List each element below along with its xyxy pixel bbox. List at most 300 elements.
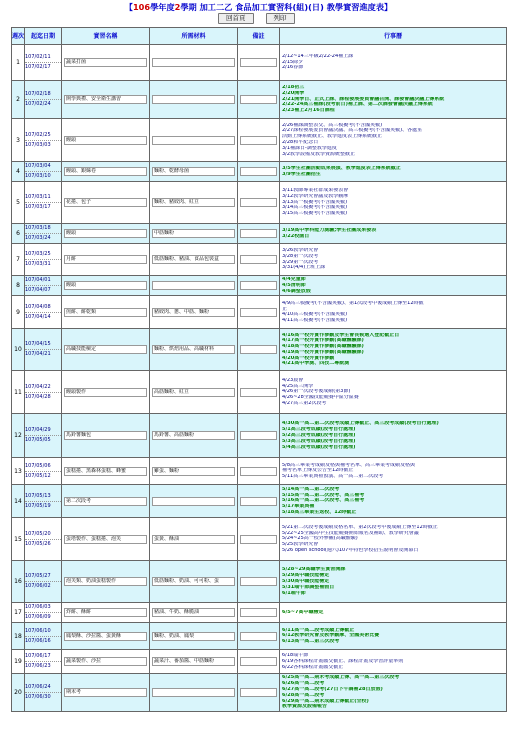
end-date: 107/04/07 — [25, 287, 51, 294]
calendar-notes — [280, 485, 507, 518]
remark-field-cell — [238, 224, 280, 244]
unit-field-cell — [62, 119, 150, 162]
date-range — [25, 296, 62, 329]
start-date: 107/06/24 — [25, 683, 61, 693]
calendar-note: 6/19各科課程計畫繳交截止、課程計畫及學習評量準則 — [282, 658, 404, 664]
table-row — [12, 119, 507, 162]
table-row — [12, 485, 507, 518]
end-date: 107/02/17 — [25, 64, 51, 70]
remark-field[interactable] — [240, 136, 277, 145]
material-field-cell — [150, 414, 238, 458]
remark-field[interactable] — [240, 281, 277, 290]
calendar-note: 4/26~28全國技能競賽中區分區賽 — [282, 395, 359, 401]
calendar-note: 6/18端午節 — [282, 653, 309, 659]
material-field[interactable]: 馬鈴薯、高筋麵粉 — [152, 431, 235, 440]
material-field[interactable]: 雞蛋、麵粉 — [152, 467, 235, 476]
calendar-note: 3/12教學研究會議及教學觀摩 — [282, 193, 349, 199]
table-row — [12, 561, 507, 603]
date-range — [25, 81, 62, 119]
unit-field[interactable]: 期末考 — [64, 688, 147, 697]
remark-field-cell — [238, 650, 280, 674]
unit-field[interactable]: 開學典禮、安全衛生講習 — [64, 95, 147, 104]
end-date: 107/04/28 — [25, 393, 51, 400]
table-row — [12, 414, 507, 458]
unit-field[interactable]: 饅頭 — [64, 281, 147, 290]
calendar-notes — [280, 296, 507, 329]
calendar-note: 4/20高一校外實作參觀 — [282, 355, 335, 361]
unit-field[interactable]: 煎餅、餅乾類 — [64, 308, 147, 317]
remark-field-cell — [238, 45, 280, 81]
unit-field-cell — [62, 561, 150, 603]
material-field-cell — [150, 45, 238, 81]
remark-field-cell — [238, 561, 280, 603]
unit-field[interactable]: 鳳梨酥、沙拉醬、蛋黃酥 — [64, 632, 147, 641]
unit-field[interactable]: 蔬菜製作、沙拉 — [64, 657, 147, 666]
date-range — [25, 603, 62, 623]
calendar-note: 4/17高一校外實作參觀(高職體驗課) — [282, 338, 364, 344]
calendar-note: 3/14高三模擬考(不含國英數) — [282, 205, 348, 211]
table-row — [12, 296, 507, 329]
calendar-notes — [280, 224, 507, 244]
unit-field-cell — [62, 182, 150, 224]
week-number: 17 — [12, 603, 25, 623]
calendar-notes — [280, 45, 507, 81]
date-range — [25, 119, 62, 162]
week-number: 16 — [12, 561, 25, 603]
material-field[interactable]: 麵粉、奶油、鳳梨 — [152, 632, 235, 641]
calendar-note: 4/21高中學測、四技二專統測 — [282, 361, 350, 367]
end-date: 107/05/05 — [25, 437, 51, 444]
remark-field-cell — [238, 81, 280, 119]
header-remark: 備註 — [238, 28, 280, 45]
material-field[interactable]: 豬絞肉、蔥、中筋、麵粉 — [152, 308, 235, 317]
table-row — [12, 45, 507, 81]
date-range — [25, 414, 62, 458]
semester: 2 — [174, 2, 181, 12]
material-field-cell — [150, 485, 238, 518]
print-button[interactable]: 列印 — [266, 13, 295, 24]
unit-field-cell — [62, 603, 150, 623]
material-field[interactable]: 中筋麵粉 — [152, 229, 235, 238]
calendar-notes — [280, 561, 507, 603]
calendar-note: 教學資源及設備報告 — [282, 704, 328, 710]
remark-field-cell — [238, 182, 280, 224]
end-date: 107/03/03 — [25, 141, 51, 148]
calendar-note: 5/22~25全國高中生技能競賽開始報名及補助、教學研究會議 — [282, 530, 419, 536]
unit-field[interactable]: 月餅 — [64, 255, 147, 264]
end-date: 107/06/09 — [25, 614, 51, 621]
remark-field[interactable] — [240, 577, 277, 586]
material-field[interactable]: 麵粉、烘焙用品、高職材料 — [152, 345, 235, 354]
calendar-note: 4/27高三第2次段考 — [282, 401, 327, 407]
start-date: 107/06/03 — [25, 603, 61, 613]
date-range — [25, 485, 62, 518]
calendar-note: 止 — [282, 306, 288, 312]
calendar-note: 6/22各科課程計畫繳交截止 — [282, 664, 344, 670]
calendar-note: 5/17畢業典禮 — [282, 504, 315, 510]
material-field[interactable]: 蛋黃、酥油 — [152, 535, 235, 544]
unit-field-cell — [62, 224, 150, 244]
week-number: 1 — [12, 45, 25, 81]
start-date: 107/02/11 — [25, 53, 61, 63]
week-number: 13 — [12, 458, 25, 485]
calendar-note: 3/31(4/4)上班上課 — [282, 265, 326, 271]
calendar-note: 6/25高一高二期末考成績上傳、高一高二第三次段考 — [282, 675, 400, 681]
calendar-note: 5/26 open school(週六)107年特色學校招生說明會及開幕日 — [282, 548, 419, 554]
calendar-notes — [280, 162, 507, 182]
start-date: 107/05/13 — [25, 492, 61, 502]
calendar-note: 6/5~7高中職檢定 — [282, 609, 324, 615]
unit-field[interactable]: 蔬菜打菌 — [64, 58, 147, 67]
start-date: 107/02/25 — [25, 131, 61, 141]
calendar-note: 4/30高一高二第二次段考成績上傳截止、高三段考成績(段考自行處理) — [282, 421, 439, 427]
calendar-note: 5/29高中職技能檢定 — [282, 573, 330, 579]
calendar-notes — [280, 603, 507, 623]
calendar-notes — [280, 276, 507, 296]
calendar-note: 5/1高三段考成績(段考自行處理) — [282, 427, 356, 433]
remark-field[interactable] — [240, 308, 277, 317]
unit-field[interactable]: 饅頭製作 — [64, 388, 147, 397]
unit-field-cell — [62, 371, 150, 414]
table-row — [12, 329, 507, 371]
date-range — [25, 623, 62, 650]
start-date: 107/05/06 — [25, 462, 61, 472]
week-number: 12 — [12, 414, 25, 458]
remark-field-cell — [238, 276, 280, 296]
calendar-note: 4/19高一校外實作參觀(高職體驗課) — [282, 349, 364, 355]
remark-field[interactable] — [240, 255, 277, 264]
calendar-note: 5/15高一高二第二次段考、高三補考 — [282, 492, 365, 498]
material-field[interactable]: 高筋麵粉、紅豆 — [152, 388, 235, 397]
calendar-notes — [280, 119, 507, 162]
start-date: 107/04/08 — [25, 303, 61, 313]
end-date: 107/04/14 — [25, 313, 51, 320]
week-number: 6 — [12, 224, 25, 244]
material-field-cell — [150, 623, 238, 650]
week-number: 11 — [12, 371, 25, 414]
material-field-cell — [150, 276, 238, 296]
table-row — [12, 276, 507, 296]
date-range — [25, 224, 62, 244]
unit-field[interactable]: 饅頭、銀絲卷 — [64, 167, 147, 176]
date-range — [25, 45, 62, 81]
date-range — [25, 518, 62, 561]
end-date: 107/05/12 — [25, 472, 51, 479]
calendar-note: 5/16高一高二第二次段考、高三補考 — [282, 498, 365, 504]
end-date: 107/04/21 — [25, 351, 51, 358]
date-range — [25, 561, 62, 603]
calendar-notes — [280, 518, 507, 561]
material-field[interactable] — [152, 136, 235, 145]
header-unit: 實習名稱 — [62, 28, 150, 45]
calendar-note: 2/27課程發展委員會議決議、高三模擬考(不含國英數)、各處室 — [282, 128, 423, 134]
calendar-note: 活動上傳系統截止、教學進度表上傳系統截止 — [282, 134, 383, 140]
material-field-cell — [150, 371, 238, 414]
remark-field[interactable] — [240, 688, 277, 697]
remark-field[interactable] — [240, 632, 277, 641]
calendar-note: 4/9高三模擬考(不含國英數)、第1次段考中後成績上傳至12時截 — [282, 300, 424, 306]
calendar-note: 2/22-24高三補課(段考前日)補上課、第二次課發會議決議上傳系統 — [282, 102, 433, 108]
date-range — [25, 371, 62, 414]
calendar-note: 2/23補上2月16日課程 — [282, 108, 335, 114]
remark-field-cell — [238, 458, 280, 485]
end-date: 107/03/31 — [25, 261, 51, 267]
material-field-cell — [150, 162, 238, 182]
week-number: 10 — [12, 329, 25, 371]
unit-field-cell — [62, 162, 150, 182]
material-field[interactable] — [152, 58, 235, 67]
table-row — [12, 162, 507, 182]
remark-field-cell — [238, 603, 280, 623]
calendar-note: 4/10高三模擬考(不含國英數) — [282, 312, 348, 318]
start-date: 107/03/11 — [25, 193, 61, 203]
unit-field[interactable]: 炸餅、酥餅 — [64, 608, 147, 617]
calendar-note: 5/2高三段考成績(段考自行處理) — [282, 432, 356, 438]
remark-field-cell — [238, 244, 280, 276]
unit-field-cell — [62, 81, 150, 119]
calendar-note: 4/11高三模擬考(不含國英數) — [282, 318, 348, 324]
start-date: 107/04/29 — [25, 426, 61, 436]
material-field[interactable]: 低筋麵粉、奶油、可可粉、蛋 — [152, 577, 235, 586]
week-number: 2 — [12, 81, 25, 119]
material-field-cell — [150, 182, 238, 224]
date-range — [25, 162, 62, 182]
remark-field[interactable] — [240, 198, 277, 207]
date-range — [25, 674, 62, 712]
date-range — [25, 329, 62, 371]
material-field-cell — [150, 650, 238, 674]
material-field[interactable] — [152, 688, 235, 697]
remark-field[interactable] — [240, 167, 277, 176]
calendar-note: 5/28~29高職學生實習開課 — [282, 567, 346, 573]
week-number: 4 — [12, 162, 25, 182]
material-field[interactable]: 低筋麵粉、豬油、食品包裝盒 — [152, 255, 235, 264]
material-field-cell — [150, 224, 238, 244]
remark-field-cell — [238, 414, 280, 458]
calendar-note: 5/31端午節調整補假日 — [282, 584, 335, 590]
material-field-cell — [150, 458, 238, 485]
unit-field-cell — [62, 296, 150, 329]
calendar-note: 5/21第二次段考後成績及格名單、第2次段考中後成績上傳至12時截止 — [282, 524, 438, 530]
calendar-note: 3/28第一次段考 — [282, 253, 319, 259]
unit-field[interactable]: 蛋糕捲、黑森林蛋糕、蜂蜜 — [64, 467, 147, 476]
material-field[interactable]: 麵粉、豬絞肉、紅豆 — [152, 198, 235, 207]
calendar-note: 3/26教學研究會 — [282, 247, 319, 253]
school-year: 106 — [132, 2, 151, 12]
material-field[interactable]: 麵粉、乾酵母菌 — [152, 167, 235, 176]
date-range — [25, 182, 62, 224]
unit-field[interactable]: 饅頭 — [64, 229, 147, 238]
end-date: 107/06/16 — [25, 637, 51, 644]
calendar-note: 5/3高三段考成績(段考自行處理) — [282, 438, 356, 444]
end-date: 107/06/23 — [25, 663, 51, 670]
calendar-note: 6/11高一高二段考成績上傳截止 — [282, 627, 355, 633]
calendar-note: 5/18高三畢業生返校、12時截止 — [282, 510, 357, 516]
calendar-note: 4/26第一次段考後成績(第3節) — [282, 389, 351, 395]
unit-field-cell — [62, 244, 150, 276]
calendar-notes — [280, 81, 507, 119]
unit-field-cell — [62, 623, 150, 650]
toolbar — [218, 13, 295, 24]
calendar-note: 3/11教師專業社群成果發表會 — [282, 188, 349, 193]
calendar-notes — [280, 674, 507, 712]
start-date: 107/02/18 — [25, 90, 61, 100]
unit-field[interactable]: 泡芙類、奶油蛋糕製作 — [64, 577, 147, 586]
calendar-note: 2/26補課調整表交、高三模擬考(不含國英數) — [282, 122, 383, 128]
week-number: 7 — [12, 244, 25, 276]
material-field-cell — [150, 296, 238, 329]
unit-field[interactable]: 蛋塔製作、蛋糕捲、泡芙 — [64, 535, 147, 544]
calendar-notes — [280, 329, 507, 371]
table-row — [12, 244, 507, 276]
table-row — [12, 81, 507, 119]
remark-field[interactable] — [240, 497, 277, 506]
calendar-note: 6/1端午節 — [282, 590, 306, 596]
material-field-cell — [150, 244, 238, 276]
material-field-cell — [150, 561, 238, 603]
material-field[interactable] — [152, 95, 235, 104]
remark-field[interactable] — [240, 657, 277, 666]
start-date: 107/05/20 — [25, 530, 61, 540]
calendar-note: 2/21開學日、正式上課、課程發展委員會議召開、課發會議決議上傳系統 — [282, 96, 445, 102]
remark-field-cell — [238, 296, 280, 329]
start-date: 107/03/18 — [25, 224, 61, 234]
week-number: 14 — [12, 485, 25, 518]
remark-field[interactable] — [240, 467, 277, 476]
calendar-note: 2/18初三 — [282, 85, 305, 90]
unit-field-cell — [62, 674, 150, 712]
calendar-note: 3/5學生社團活動成果展演、教學進度表上傳系統截止 — [282, 165, 401, 171]
start-date: 107/04/22 — [25, 383, 61, 393]
calendar-note: 2/16春節 — [282, 65, 304, 71]
material-field[interactable] — [152, 281, 235, 290]
calendar-note: 4/16高一校外實作參觀及學生會長候選人登記截止日 — [282, 332, 400, 338]
header-material: 所需材料 — [150, 28, 238, 45]
remark-field[interactable] — [240, 431, 277, 440]
end-date: 107/05/19 — [25, 502, 51, 509]
calendar-notes — [280, 650, 507, 674]
end-date: 107/03/10 — [25, 173, 51, 179]
date-range — [25, 244, 62, 276]
calendar-notes — [280, 371, 507, 414]
calendar-note: 4/18高一校外實作參觀(高職體驗課) — [282, 344, 364, 350]
page-title: 【106學年度2學期 加工二乙 食品加工實習科(組)(日) 教學實習進度表】 — [124, 2, 393, 12]
calendar-note: 5/8高三畢業考成績及格與補考名單、高三畢業考成績及格與 — [282, 462, 416, 468]
unit-field-cell — [62, 45, 150, 81]
calendar-note: 補考名單上傳及公告至12時截止 — [282, 468, 354, 474]
unit-field-cell — [62, 458, 150, 485]
calendar-note: 2/20開學 — [282, 90, 305, 96]
calendar-note: 3/1補課日-調整教學進度 — [282, 145, 337, 151]
start-date: 107/06/10 — [25, 627, 61, 637]
calendar-notes — [280, 244, 507, 276]
unit-field[interactable]: 第二次段考 — [64, 497, 147, 506]
week-number: 19 — [12, 650, 25, 674]
calendar-note: 3/13高一模擬考(不含國英數) — [282, 199, 348, 205]
end-date: 107/06/30 — [25, 694, 51, 701]
calendar-note: 5/4高三段考成績(段考自行處理) — [282, 444, 356, 450]
header-notes: 行事曆 — [280, 28, 507, 45]
calendar-notes — [280, 414, 507, 458]
calendar-notes — [280, 182, 507, 224]
remark-field-cell — [238, 371, 280, 414]
remark-field[interactable] — [240, 535, 277, 544]
week-number: 18 — [12, 623, 25, 650]
remark-field-cell — [238, 623, 280, 650]
unit-field[interactable]: 高職技能檢定 — [64, 345, 147, 354]
table-row — [12, 182, 507, 224]
remark-field[interactable] — [240, 608, 277, 617]
remark-field[interactable] — [240, 95, 277, 104]
calendar-note: 4/23晨會 — [282, 377, 304, 383]
end-date: 107/03/24 — [25, 235, 51, 241]
start-date: 107/04/01 — [25, 276, 61, 286]
calendar-note: 4/6調整放假 — [282, 288, 311, 294]
material-field-cell — [150, 518, 238, 561]
start-date: 107/03/25 — [25, 250, 61, 260]
calendar-note: 5/14高一高二第二次段考 — [282, 486, 340, 492]
unit-field-cell — [62, 518, 150, 561]
header-date: 起迄日期 — [25, 28, 62, 45]
remark-field[interactable] — [240, 388, 277, 397]
table-row — [12, 623, 507, 650]
remark-field[interactable] — [240, 58, 277, 67]
calendar-note: 5/11高三畢業典禮預演、高一高二第二次段考 — [282, 474, 384, 480]
remark-field-cell — [238, 485, 280, 518]
calendar-note: 2/28和平紀念日 — [282, 140, 319, 145]
week-number: 9 — [12, 296, 25, 329]
material-field-cell — [150, 603, 238, 623]
material-field[interactable]: 蔬菜汁、番茄醬、中筋麵粉 — [152, 657, 235, 666]
calendar-note: 5/25教學研究會 — [282, 542, 319, 548]
remark-field[interactable] — [240, 229, 277, 238]
remark-field-cell — [238, 329, 280, 371]
unit-field[interactable]: 馬鈴薯麵包 — [64, 431, 147, 440]
calendar-note: 5/30高中職技能檢定 — [282, 578, 330, 584]
table-header-row — [12, 28, 507, 45]
table-row — [12, 224, 507, 244]
start-date: 107/04/15 — [25, 340, 61, 350]
table-row — [12, 674, 507, 712]
unit-field[interactable]: 饅頭 — [64, 136, 147, 145]
schedule-table — [11, 27, 507, 712]
back-home-button[interactable]: 回首頁 — [218, 13, 254, 24]
table-row — [12, 518, 507, 561]
week-number: 3 — [12, 119, 25, 162]
date-range — [25, 276, 62, 296]
remark-field[interactable] — [240, 345, 277, 354]
calendar-notes — [280, 458, 507, 485]
unit-field-cell — [62, 485, 150, 518]
material-field-cell — [150, 329, 238, 371]
material-field-cell — [150, 119, 238, 162]
calendar-note: 4/25高三開學 — [282, 383, 314, 389]
calendar-note: 3/19高中學科能力測驗;學生社團成果發表 — [282, 227, 377, 233]
calendar-note: 6/26高一高二段考 — [282, 681, 325, 687]
calendar-note: 6/29高一高二期末成績上傳截止(全校) — [282, 698, 369, 704]
material-field[interactable]: 豬油、牛奶、酥脆油 — [152, 608, 235, 617]
unit-field[interactable]: 花捲、包子 — [64, 198, 147, 207]
start-date: 107/05/27 — [25, 572, 61, 582]
calendar-note: 3/9學生社團招生 — [282, 171, 321, 177]
calendar-note: 2/12~14三年級2/22-24補上課 — [282, 53, 354, 59]
calendar-note: 6/13高一高二第三次段考 — [282, 639, 340, 645]
table-row — [12, 458, 507, 485]
table-row — [12, 371, 507, 414]
material-field[interactable] — [152, 497, 235, 506]
start-date: 107/03/04 — [25, 162, 61, 172]
week-number: 5 — [12, 182, 25, 224]
